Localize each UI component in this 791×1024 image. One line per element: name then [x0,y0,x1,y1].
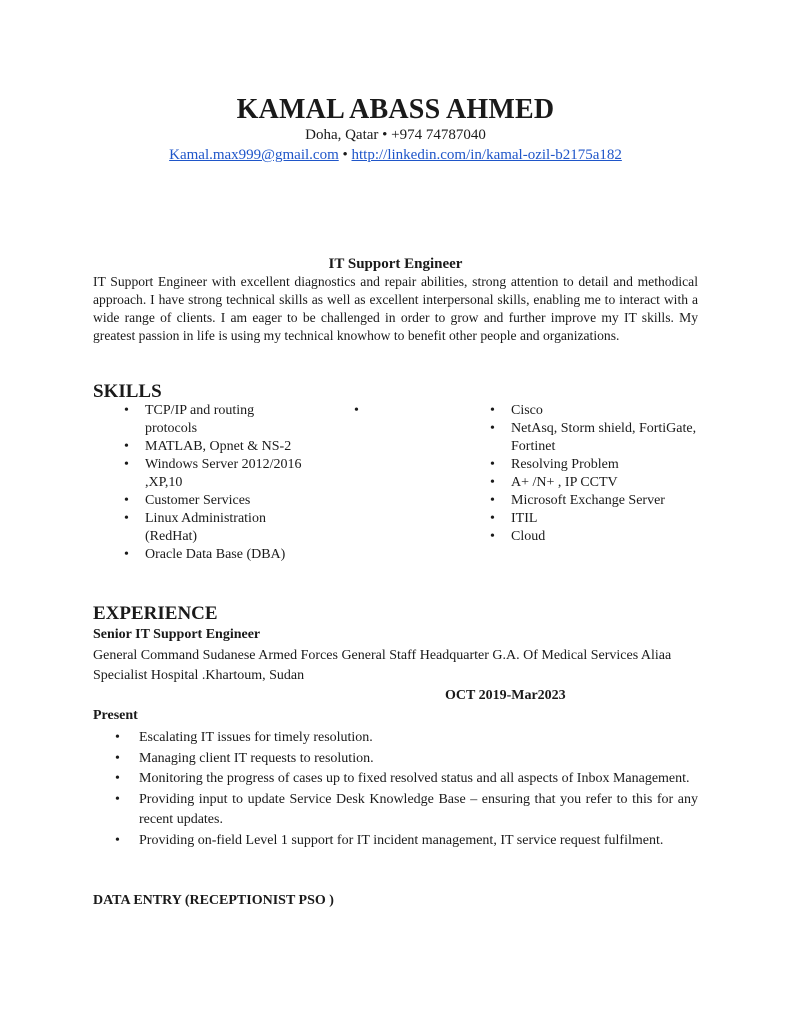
duty-item: • Providing input to update Service Desk Knowledge Base – ensuring that you refer to this for any recent updates. [113,790,698,831]
skill-item: • Cisco [485,402,700,420]
email-link[interactable]: Kamal.max999@gmail.com [169,147,339,163]
skills-column-3 [485,402,700,546]
skill-item: • Customer Services [119,492,309,510]
duty-item: • Providing on-field Level 1 support for IT incident management, IT service request fulfilment. [113,831,698,852]
skill-item: • Windows Server 2012/2016 ,XP,10 [119,456,309,492]
links-line [93,146,698,164]
skill-item: • Cloud [485,528,700,546]
next-role-title: DATA ENTRY (RECEPTIONIST PSO ) [93,893,334,908]
skills-heading: SKILLS [93,381,162,402]
contact-line: Doha, Qatar • +974 74787040 [305,127,486,143]
skill-item: • A+ /N+ , IP CCTV [485,474,700,492]
profile-summary: IT Support Engineer with excellent diagnostics and repair abilities, strong attention to detail and methodical approach. I have strong technical skills as well as excellent interpersonal skills, enabling me to interact with a wide range of clients. I am eager to be challenged in order to grow and further improve my IT skills. My greatest passion in life is using my technical knowhow to benefit other people and organizations. [93,274,698,343]
duty-item: • Managing client IT requests to resolution. [113,749,698,770]
job-dates: OCT 2019-Mar2023 [445,688,566,703]
skill-item: • Oracle Data Base (DBA) [119,546,309,564]
skills-column-1 [119,402,309,564]
skill-item: • ITIL [485,510,700,528]
duties-list [113,728,698,851]
linkedin-link[interactable]: http://linkedin.com/in/kamal-ozil-b2175a182 [351,147,622,163]
profile-title: IT Support Engineer [328,256,463,272]
links-separator: • [338,147,352,163]
employer: General Command Sudanese Armed Forces General Staff Headquarter G.A. Of Medical Services Aliaa Specialist Hospital .Khartoum, Sudan [93,648,672,683]
job-title: Senior IT Support Engineer [93,627,261,642]
skill-item: • NetAsq, Storm shield, FortiGate, Fortinet [485,420,700,456]
skill-item: • TCP/IP and routing protocols [119,402,309,438]
experience-heading: EXPERIENCE [93,603,218,624]
candidate-name: KAMAL ABASS AHMED [236,94,555,125]
skill-item: • Microsoft Exchange Server [485,492,700,510]
skill-item: • Resolving Problem [485,456,700,474]
job-status: Present [93,708,138,723]
duty-item: • Monitoring the progress of cases up to fixed resolved status and all aspects of Inbox Management. [113,769,698,790]
skill-item: • Linux Administration (RedHat) [119,510,309,546]
skill-item: • MATLAB, Opnet & NS-2 [119,438,309,456]
duty-item: • Escalating IT issues for timely resolution. [113,728,698,749]
